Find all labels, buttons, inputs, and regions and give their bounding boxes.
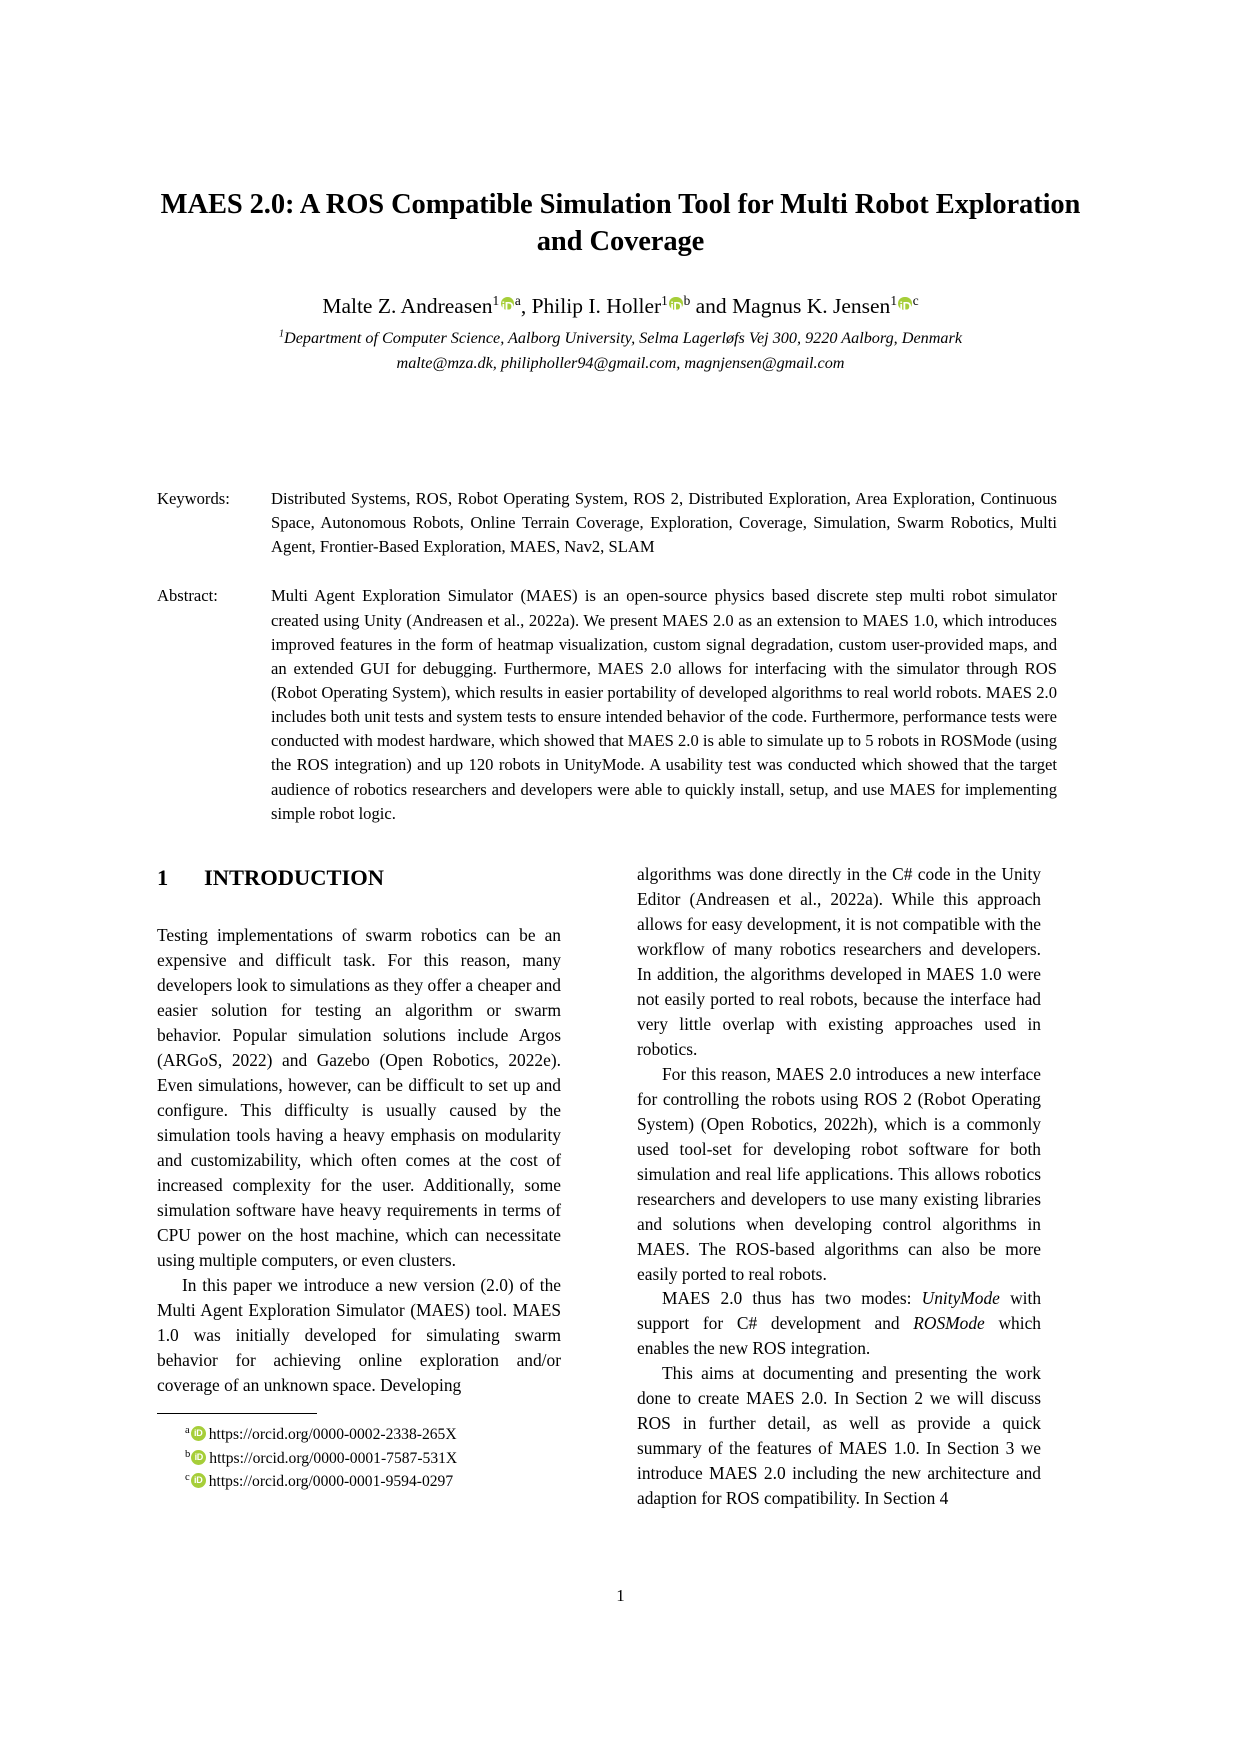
orcid-id-icon[interactable]	[191, 1450, 206, 1465]
term-rosmode: ROSMode	[913, 1313, 985, 1334]
author-entry-3	[732, 294, 919, 318]
affiliation-line	[160, 327, 1081, 350]
section-title: INTRODUCTION	[204, 865, 385, 890]
author-name: Philip I. Holler	[531, 294, 662, 318]
footnote-url[interactable]: https://orcid.org/0000-0001-9594-0297	[208, 1473, 454, 1491]
paragraph: For this reason, MAES 2.0 introduces a new interface for controlling the robots using ROS 2 (Robot Operating System) (Open Robotics, 2022h), which is a commonly used tool-set for developing robot software for both simulation and real life applications. This allows robotics researchers and developers to use many existing libraries and solutions when developing control algorithms in MAES. The ROS-based algorithms can also be more easily ported to real robots.	[637, 1063, 1041, 1284]
author-conjunction-word: and	[695, 294, 727, 318]
author-separator-1: ,	[520, 294, 532, 318]
body-column-left	[157, 862, 561, 1398]
meta-block	[157, 487, 1057, 826]
abstract-label: Abstract:	[157, 586, 218, 606]
affiliation-marker: 1	[278, 328, 284, 340]
footnote-rule	[157, 1413, 317, 1414]
affiliation-text: Department of Computer Science, Aalborg University, Selma Lagerløfs Vej 300, 9220 Aalborg, Denmark	[284, 329, 962, 348]
section-heading-introduction	[157, 862, 561, 894]
author-name: Magnus K. Jensen	[732, 294, 891, 318]
orcid-id-icon[interactable]	[501, 297, 515, 311]
author-orcid-marker: b	[683, 292, 691, 308]
keywords-label: Keywords:	[157, 489, 230, 508]
author-orcid-marker: a	[514, 292, 521, 308]
footnotes-block	[157, 1413, 561, 1494]
emails-line: malte@mza.dk, philipholler94@gmail.com, magnjensen@gmail.com	[396, 353, 845, 372]
footnote-marker: c	[185, 1472, 190, 1484]
orcid-id-icon[interactable]	[669, 297, 683, 311]
title-block	[160, 186, 1081, 260]
author-entry-2	[532, 294, 691, 318]
author-affiliation-marker: 1	[492, 292, 500, 308]
footnote-marker: a	[185, 1424, 190, 1436]
keywords-row	[157, 487, 1057, 559]
footnote-url[interactable]: https://orcid.org/0000-0001-7587-531X	[209, 1449, 458, 1467]
author-entry-1	[322, 294, 521, 318]
author-orcid-marker: c	[912, 292, 919, 308]
term-unitymode: UnityMode	[921, 1288, 1000, 1309]
author-affiliation-marker: 1	[661, 292, 668, 308]
footnote-item	[157, 1423, 561, 1447]
paragraph: MAES 2.0 thus has two modes: UnityMode with support for C# development and ROSMode which enables the new ROS integration.	[637, 1288, 1042, 1359]
author-affiliation-marker: 1	[890, 292, 897, 308]
author-name: Malte Z. Andreasen	[322, 294, 493, 318]
abstract-text: Multi Agent Exploration Simulator (MAES) is an open-source physics based discrete step multi robot simulator created using Unity (Andreasen et al., 2022a). We present MAES 2.0 as an extension to MAES 1.0, which introduces improved features in the form of heatmap visualization, custom signal degradation, custom user-provided maps, and an extended GUI for debugging. Furthermore, MAES 2.0 allows for interfacing with the simulator through ROS (Robot Operating System), which results in easier portability of developed algorithms to real world robots. MAES 2.0 includes both unit tests and system tests to ensure intended behavior of the code. Furthermore, performance tests were conducted with modest hardware, which showed that MAES 2.0 is able to simulate up to 5 robots in ROSMode (using the ROS integration) and up 120 robots in UnityMode. A usability test was conducted which showed that the target audience of robotics researchers and developers were able to quickly install, setup, and use MAES for implementing simple robot logic.	[271, 586, 1057, 823]
authors-line	[160, 292, 1081, 321]
page-title: MAES 2.0: A ROS Compatible Simulation Tool for Multi Robot Exploration and Coverage	[160, 189, 1081, 258]
authors-block	[160, 292, 1081, 375]
body-column-right	[637, 862, 1041, 1511]
footnote-url[interactable]: https://orcid.org/0000-0002-2338-265X	[208, 1426, 457, 1443]
keywords-text: Distributed Systems, ROS, Robot Operating System, ROS 2, Distributed Exploration, Area Exploration, Continuous Space, Autonomous Robots, Online Terrain Coverage, Exploration, Coverage, Simulation, Swarm Robotics, Multi Agent, Frontier-Based Exploration, MAES, Nav2, SLAM	[271, 489, 1057, 557]
footnote-marker: b	[185, 1448, 191, 1460]
paragraph: This aims at documenting and presenting the work done to create MAES 2.0. In Section 2 we will discuss ROS in further detail, as well as provide a quick summary of the features of MAES 1.0. In Section 3 we introduce MAES 2.0 including the new architecture and adaption for ROS compatibility. In Section 4	[637, 1363, 1041, 1509]
footnote-item	[157, 1447, 561, 1471]
paragraph: In this paper we introduce a new version (2.0) of the Multi Agent Exploration Simulator (MAES) tool. MAES 1.0 was initially developed for simulating swarm behavior for achieving online exploration and/or coverage of an unknown space. Developing	[157, 1274, 561, 1395]
abstract-row	[157, 584, 1057, 825]
paragraph: algorithms was done directly in the C# code in the Unity Editor (Andreasen et al., 2022a). While this approach allows for easy development, it is not compatible with the workflow of many robotics researchers and developers. In addition, the algorithms developed in MAES 1.0 were not easily ported to real robots, because the interface had very little overlap with existing approaches used in robotics.	[637, 864, 1041, 1059]
section-number: 1	[157, 865, 169, 890]
page-number: 1	[616, 1586, 625, 1605]
paragraph: Testing implementations of swarm robotics can be an expensive and difficult task. For this reason, many developers look to simulations as they offer a cheaper and easier solution for testing an algorithm or swarm behavior. Popular simulation solutions include Argos (ARGoS, 2022) and Gazebo (Open Robotics, 2022e). Even simulations, however, can be difficult to set up and configure. This difficulty is usually caused by the simulation tools having a heavy emphasis on modularity and customizability, which often comes at the cost of increased complexity for the user. Additionally, some simulation software have heavy requirements in terms of CPU power on the host machine, which can necessitate using multiple computers, or even clusters.	[157, 925, 561, 1270]
orcid-id-icon[interactable]	[898, 297, 912, 311]
orcid-id-icon[interactable]	[191, 1426, 206, 1441]
orcid-id-icon[interactable]	[191, 1473, 206, 1488]
footnote-item	[157, 1470, 561, 1494]
